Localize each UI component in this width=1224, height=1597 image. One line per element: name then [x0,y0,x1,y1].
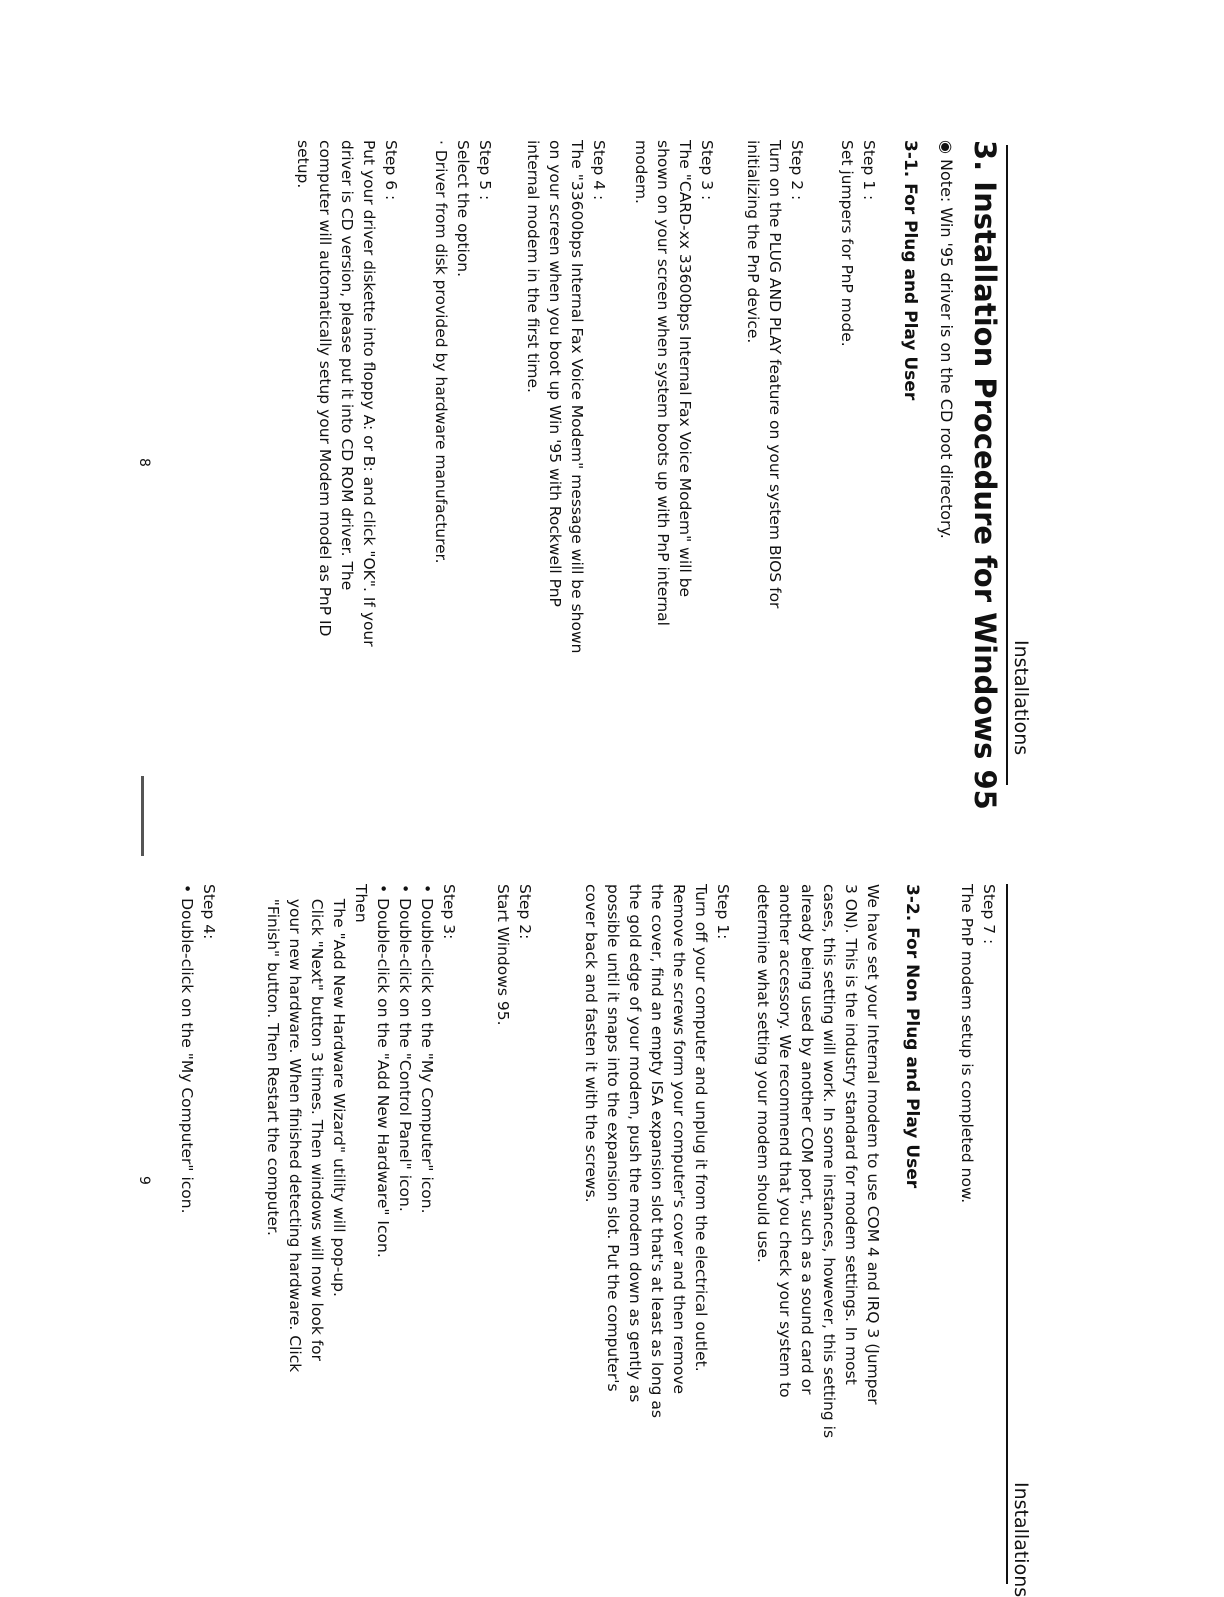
step-text-line: driver is CD version, please put it into CD ROM driver. The [338,140,356,591]
step-block [522,140,610,653]
step-block [430,140,496,564]
step-text-line: Set jumpers for PnP mode. [838,140,856,347]
step-text-line: Remove the screws form your computer's cover and then remove [670,884,688,1395]
step-label: Step 3: [440,884,458,940]
step-label: Step 2 : [788,140,806,201]
cd-note [937,140,956,539]
step-label: Step 1 : [860,140,878,201]
step-text-line: The "Add New Hardware Wizard" utility will pop-up. [330,884,348,1297]
step-block [836,140,880,347]
step-text-line: possible until it snaps into the expansion slot. Put the computer's [604,884,622,1392]
page-number-right: 9 [136,1176,152,1185]
left-header-rule [1006,145,1008,785]
step-text-line: the cover, find an empty ISA expansion slot that's at least as long as [648,884,666,1418]
step-block [262,884,460,1372]
intro-line: We have set your Internal modem to use COM 4 and IRQ 3 (Jumper [864,884,882,1405]
step-block [176,884,220,1214]
step-text-line: Put your driver diskette into floppy A: or B: and click "OK". If your [360,140,378,647]
step-text-line: setup. [294,140,312,189]
section-heading-non-pnp: 3-2. For Non Plug and Play User [902,884,922,1189]
step-text-line: Click "Next" button 3 times. Then windows will now look for [308,884,326,1362]
step-text-line: internal modem in the first time. [524,140,542,393]
intro-paragraph [752,884,884,1438]
step-text-line: Turn off your computer and unplug it from the electrical outlet. [692,884,710,1372]
step-text-line: Start Windows 95. [494,884,512,1026]
step-text-line: • Double-click on the "Add New Hardware" Icon. [374,884,392,1258]
step-text-line: · Driver from disk provided by hardware manufacturer. [432,140,450,564]
step-block [580,884,734,1418]
step-text-line: Select the option. [454,140,472,278]
step-text-line: Turn on the PLUG AND PLAY feature on your system BIOS for [766,140,784,609]
step-text-line: initializing the PnP device. [744,140,762,344]
step-label: Step 1: [714,884,732,940]
step-block [630,140,718,626]
step-block [742,140,808,608]
cd-note-text: Note: Win '95 driver is on the CD root directory. [937,159,956,539]
step-text-line: The PnP modem setup is completed now. [958,884,976,1204]
step-block [956,884,1000,1203]
step-text-line: The "33600bps Internal Fax Voice Modem" message will be shown [568,140,586,654]
right-header-rule [1006,884,1008,1584]
step-label: Step 4: [200,884,218,940]
intro-line: another accessory. We recommend that you check your system to [776,884,794,1398]
step-text-line: Then [352,884,370,923]
step-text-line: your new hardware. When finished detecting hardware. Click [286,884,304,1373]
intro-line: 3 ON). This is the industry standard for modem settings. In most [842,884,860,1385]
page-number-left: 8 [136,458,152,467]
step-text-line: shown on your screen when system boots up with PnP internal [654,140,672,626]
step-text-line: on your screen when you boot up Win '95 with Rockwell PnP [546,140,564,607]
intro-line: already being used by another COM port, such as a sound card or [798,884,816,1395]
step-text-line: • Double-click on the "My Computer" icon. [178,884,196,1214]
step-text-line: The "CARD-xx 33600bps Internal Fax Voice Modem" will be [676,140,694,598]
step-label: Step 2: [516,884,534,940]
step-text-line: cover back and fasten it with the screws. [582,884,600,1203]
cd-icon: ◉ [937,140,956,160]
intro-line: determine what setting your modem should use. [754,884,772,1263]
step-text-line: modem. [632,140,650,204]
step-label: Step 7 : [980,884,998,945]
intro-line: cases, this setting will work. In some instances, however, this setting is [820,884,838,1439]
step-text-line: the gold edge of your modem, push the modem down as gently as [626,884,644,1403]
right-page-header: Installations [1010,1482,1032,1597]
step-label: Step 6 : [382,140,400,201]
step-text-line: "Finish" button. Then Restart the computer. [264,884,282,1236]
step-label: Step 3 : [698,140,716,201]
step-label: Step 4 : [590,140,608,201]
page-title: 3. Installation Procedure for Windows 95 [968,140,1002,810]
left-page-header: Installations [1010,640,1032,756]
step-label: Step 5 : [476,140,494,201]
step-text-line: • Double-click on the "Control Panel" icon. [396,884,414,1212]
step-block [492,884,536,1026]
section-heading-pnp: 3-1. For Plug and Play User [900,140,920,401]
step-block [292,140,402,647]
step-text-line: • Double-click on the "My Computer" icon. [418,884,436,1214]
step-text-line: computer will automatically setup your Modem model as PnP ID [316,140,334,637]
right-page [0,792,1224,1597]
